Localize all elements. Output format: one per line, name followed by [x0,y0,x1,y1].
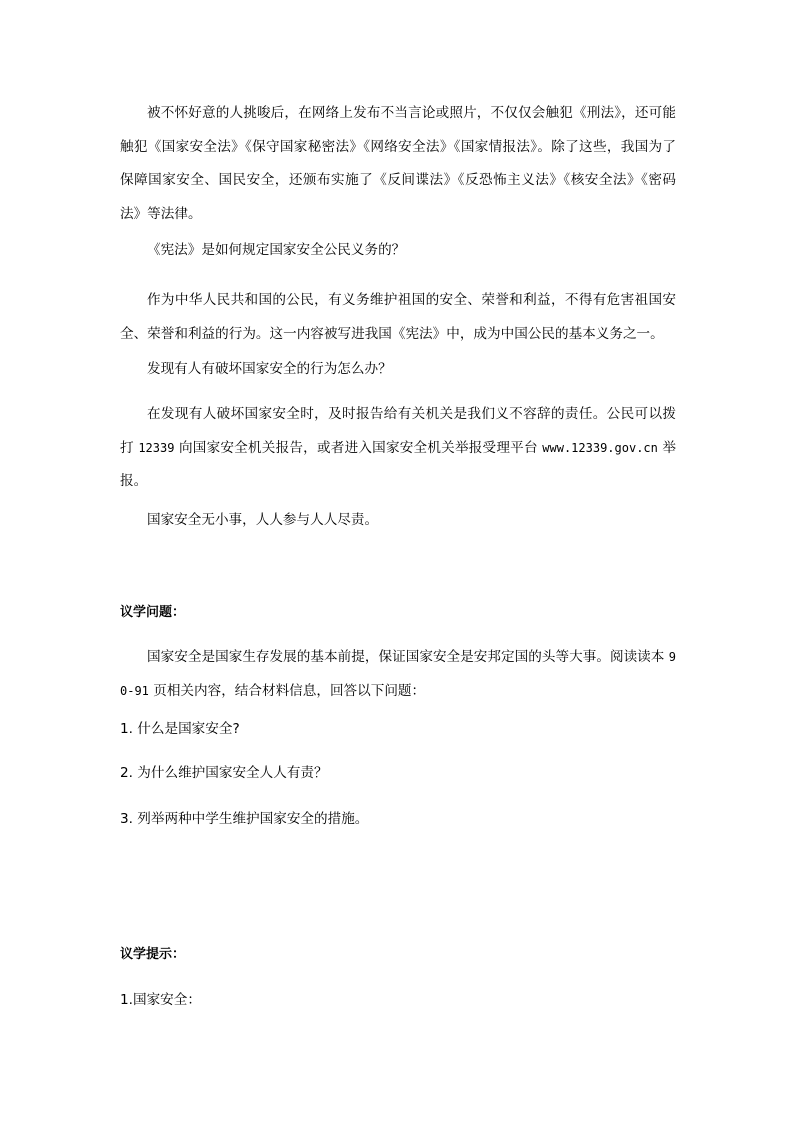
paragraph-report-answer [120,398,676,499]
intro-text-2: 页相关内容，结合材料信息，回答以下问题： [148,682,426,699]
question-item-3: 3. 列举两种中学生维护国家安全的措施。 [120,811,369,827]
question-section-heading: 议学问题： [120,605,186,620]
slogan: 国家安全无小事，人人参与人人尽责。 [147,512,379,528]
question-item-2: 2. 为什么维护国家安全人人有责？ [120,765,328,781]
report-text-2: 向国家安全机关报告，或者进入国家安全机关举报受理平台 [174,439,543,456]
report-text-1: 在发现有人破坏国家安全时，及时报告给有关机关是我们义不容辞的责任。公民可以拨打 [120,406,676,456]
question-item-1: 1. 什么是国家安全? [120,721,240,737]
report-text-3: 举报。 [120,439,676,489]
hint-item-1: 1.国家安全： [120,992,201,1008]
question-section-intro [120,641,676,708]
report-phone: 12339 [138,440,175,455]
intro-pages: 90-91 [120,650,676,698]
report-url: www.12339.gov.cn [542,440,658,455]
paragraph-law-intro: 被不怀好意的人挑唆后，在网络上发布不当言论或照片，不仅仅会触犯《刑法》，还可能触犯《国家安全法》《保守国家秘密法》《网络安全法》《国家情报法》。除了这些，我国为了保障国家安全、国民安全，还颁布实施了《反间谍法》《反恐怖主义法》《核安全法》《密码法》等法律。 [120,105,676,222]
question-constitution: 《宪法》是如何规定国家安全公民义务的？ [147,242,406,258]
question-report: 发现有人有破坏国家安全的行为怎么办？ [147,361,392,377]
paragraph-constitution-answer: 作为中华人民共和国的公民，有义务维护祖国的安全、荣誉和利益，不得有危害祖国安全、荣誉和利益的行为。这一内容被写进我国《宪法》中，成为中国公民的基本义务之一。 [120,292,676,342]
intro-text-1: 国家安全是国家生存发展的基本前提，保证国家安全是安邦定国的头等大事。阅读读本 [147,649,669,665]
hint-section-heading: 议学提示： [120,947,186,962]
